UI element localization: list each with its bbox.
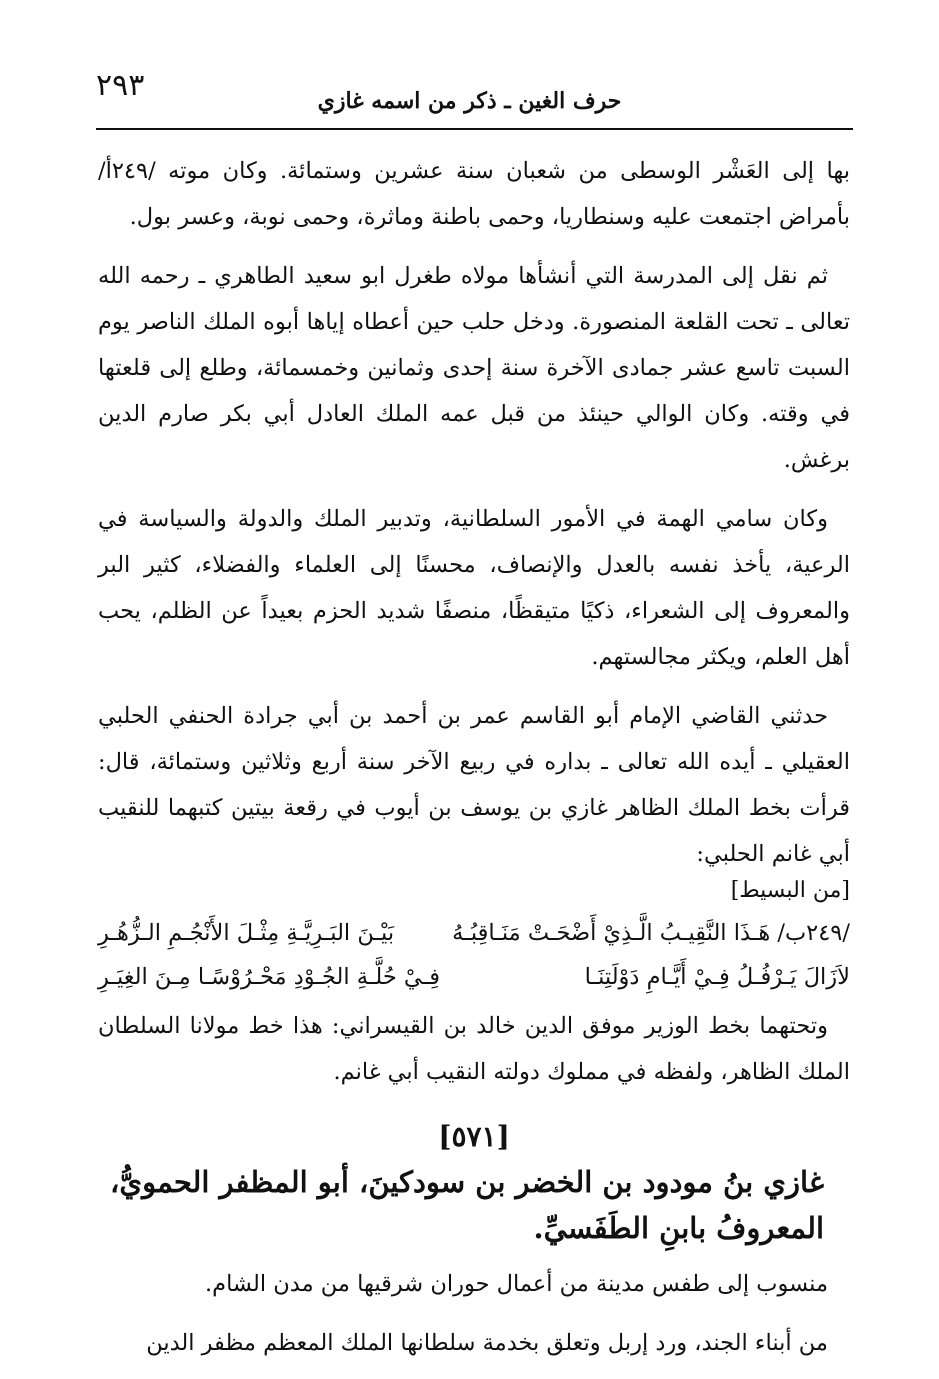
paragraph-death: بها إلى العَشْر الوسطى من شعبان سنة عشرين وستمائة. وكان موته /٢٤٩أ/ بأمراض اجتمعت عليه وسنطاريا، وحمى باطنة وماثرة، وحمى نوبة، وعسر بول. <box>98 158 850 230</box>
page-number: ٢٩٣ <box>96 68 145 103</box>
verse-first-hemistich: /٢٤٩ب/ هَـذَا النَّقِيـبُ الَّـذِيْ أَضْحَـتْ مَنَـاقِبُـهُ <box>452 920 850 946</box>
header-rule <box>96 128 853 130</box>
verse-second-hemistich: فِـيْ حُلَّـةِ الجُـوْدِ مَحْـرُوْسًـا مِـنَ الغِيَـرِ <box>98 964 441 990</box>
page-body <box>98 148 850 1379</box>
paragraph-service: من أبناء الجند، ورد إربل وتعلق بخدمة سلطانها الملك المعظم مظفر الدين <box>146 1330 828 1356</box>
verse-line <box>98 955 850 999</box>
meter-label: [من البسيط] <box>730 878 850 903</box>
verse-second-hemistich: بَيْـنَ البَـرِيَّـةِ مِثْـلَ الأَنْجُـمِ الـزُّهُـرِ <box>98 920 395 946</box>
entry-title <box>98 1159 850 1251</box>
entry-title-line: غازي بنُ مودود بن الخضر بن سودكينَ، أبو المظفر الحمويُّ، <box>110 1165 824 1199</box>
paragraph-character: وكان سامي الهمة في الأمور السلطانية، وتدبير الملك والدولة والسياسة في الرعية، يأخذ نفسه بالعدل والإنصاف، محسنًا إلى العلماء والفضلاء، كثير البر والمعروف إلى الشعراء، ذكيًا متيقظًا، منصفًا شديد الحزم بعيداً عن الظلم، يحب أهل العلم، ويكثر مجالستهم. <box>98 506 850 670</box>
paragraph-closing: وتحتهما بخط الوزير موفق الدين خالد بن القيسراني: هذا خط مولانا السلطان الملك الظاهر، ولفظه في مملوك دولته النقيب أبي غانم. <box>98 1013 850 1085</box>
paragraph-origin: منسوب إلى طفس مدينة من أعمال حوران شرقيها من مدن الشام. <box>204 1271 828 1297</box>
entry-number: [٥٧١] <box>438 1120 510 1153</box>
entry-title-line: المعروفُ بابنِ الطَفَسيِّ. <box>533 1211 824 1245</box>
paragraph-burial: ثم نقل إلى المدرسة التي أنشأها مولاه طغرل ابو سعيد الطاهري ـ رحمه الله تعالى ـ تحت القلعة المنصورة. ودخل حلب حين أعطاه إياها أبوه الملك الناصر يوم السبت تاسع عشر جمادى الآخرة سنة إحدى وثمانين وخمسمائة، وطلع إلى قلعتها في وقته. وكان الوالي حينئذ من قبل عمه الملك العادل أبي بكر صارم الدين برغش. <box>98 263 850 473</box>
verse-line <box>98 911 850 955</box>
paragraph-narration: حدثني القاضي الإمام أبو القاسم عمر بن أحمد بن أبي جرادة الحنفي الحلبي العقيلي ـ أيده الله تعالى ـ بداره في ربيع الآخر سنة أربع وثلاثين وستمائة، قال: قرأت بخط الملك الظاهر غازي بن يوسف بن أيوب في رقعة بيتين كتبهما للنقيب أبي غانم الحلبي: <box>98 703 850 867</box>
running-header: حرف الغين ـ ذكر من اسمه غازي <box>317 88 622 114</box>
verse-first-hemistich: لاَزَالَ يَـرْفُـلُ فِـيْ أَيَّـامِ دَوْلَتِنَـا <box>584 964 850 990</box>
